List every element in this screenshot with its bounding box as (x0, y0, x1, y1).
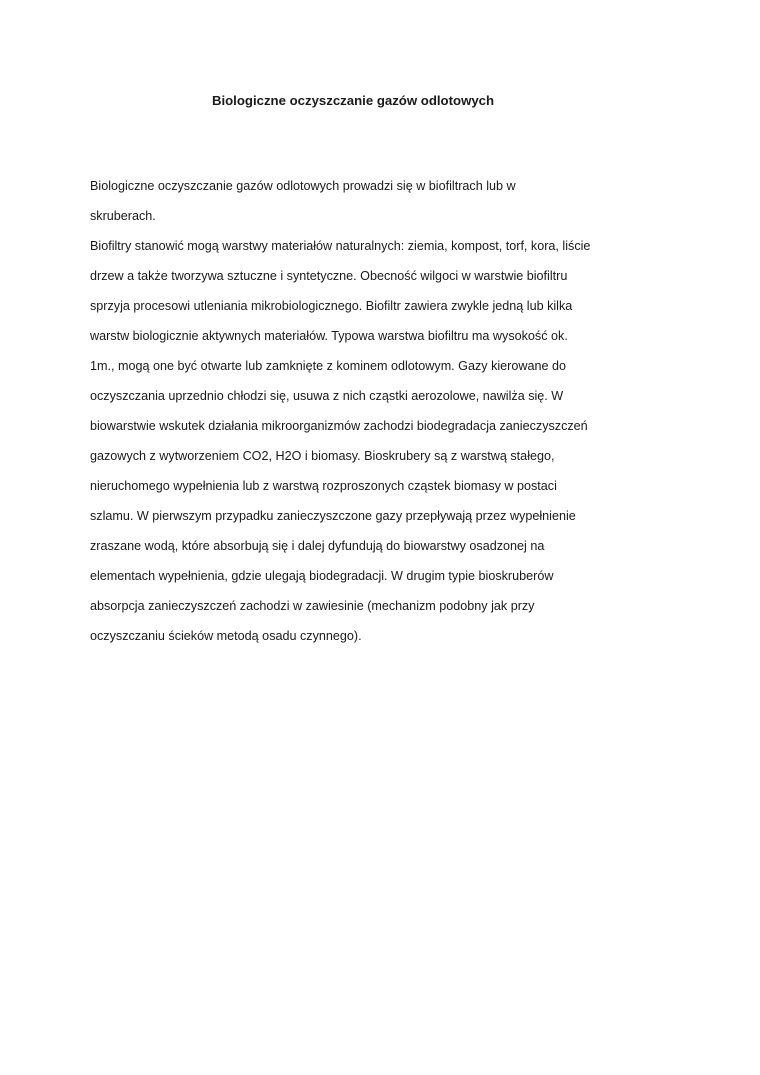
body-line: 1m., mogą one być otwarte lub zamknięte z kominem odlotowym. Gazy kierowane do (90, 359, 566, 373)
body-line: drzew a także tworzywa sztuczne i syntetyczne. Obecność wilgoci w warstwie biofiltru (90, 269, 568, 283)
body-line: skruberach. (90, 209, 156, 223)
body-line: warstw biologicznie aktywnych materiałów. Typowa warstwa biofiltru ma wysokość ok. (90, 329, 568, 343)
body-line: biowarstwie wskutek działania mikroorganizmów zachodzi biodegradacja zanieczyszczeń (90, 419, 588, 433)
body-line: zraszane wodą, które absorbują się i dalej dyfundują do biowarstwy osadzonej na (90, 539, 545, 553)
body-line: oczyszczaniu ścieków metodą osadu czynnego). (90, 629, 362, 643)
body-line: oczyszczania uprzednio chłodzi się, usuwa z nich cząstki aerozolowe, nawilża się. W (90, 389, 564, 403)
body-line: Biologiczne oczyszczanie gazów odlotowych prowadzi się w biofiltrach lub w (90, 179, 516, 193)
body-line: nieruchomego wypełnienia lub z warstwą rozproszonych cząstek biomasy w postaci (90, 479, 557, 493)
document-body (90, 171, 690, 651)
body-line: gazowych z wytworzeniem CO2, H2O i biomasy. Bioskrubery są z warstwą stałego, (90, 449, 555, 463)
body-line: absorpcja zanieczyszczeń zachodzi w zawiesinie (mechanizm podobny jak przy (90, 599, 535, 613)
body-line: elementach wypełnienia, gdzie ulegają biodegradacji. W drugim typie bioskruberów (90, 569, 554, 583)
body-line: szlamu. W pierwszym przypadku zanieczyszczone gazy przepływają przez wypełnienie (90, 509, 576, 523)
document-title: Biologiczne oczyszczanie gazów odlotowych (211, 93, 495, 108)
body-line: Biofiltry stanowić mogą warstwy materiałów naturalnych: ziemia, kompost, torf, kora, liście (90, 239, 591, 253)
body-line: sprzyja procesowi utleniania mikrobiologicznego. Biofiltr zawiera zwykle jedną lub kilka (90, 299, 573, 313)
